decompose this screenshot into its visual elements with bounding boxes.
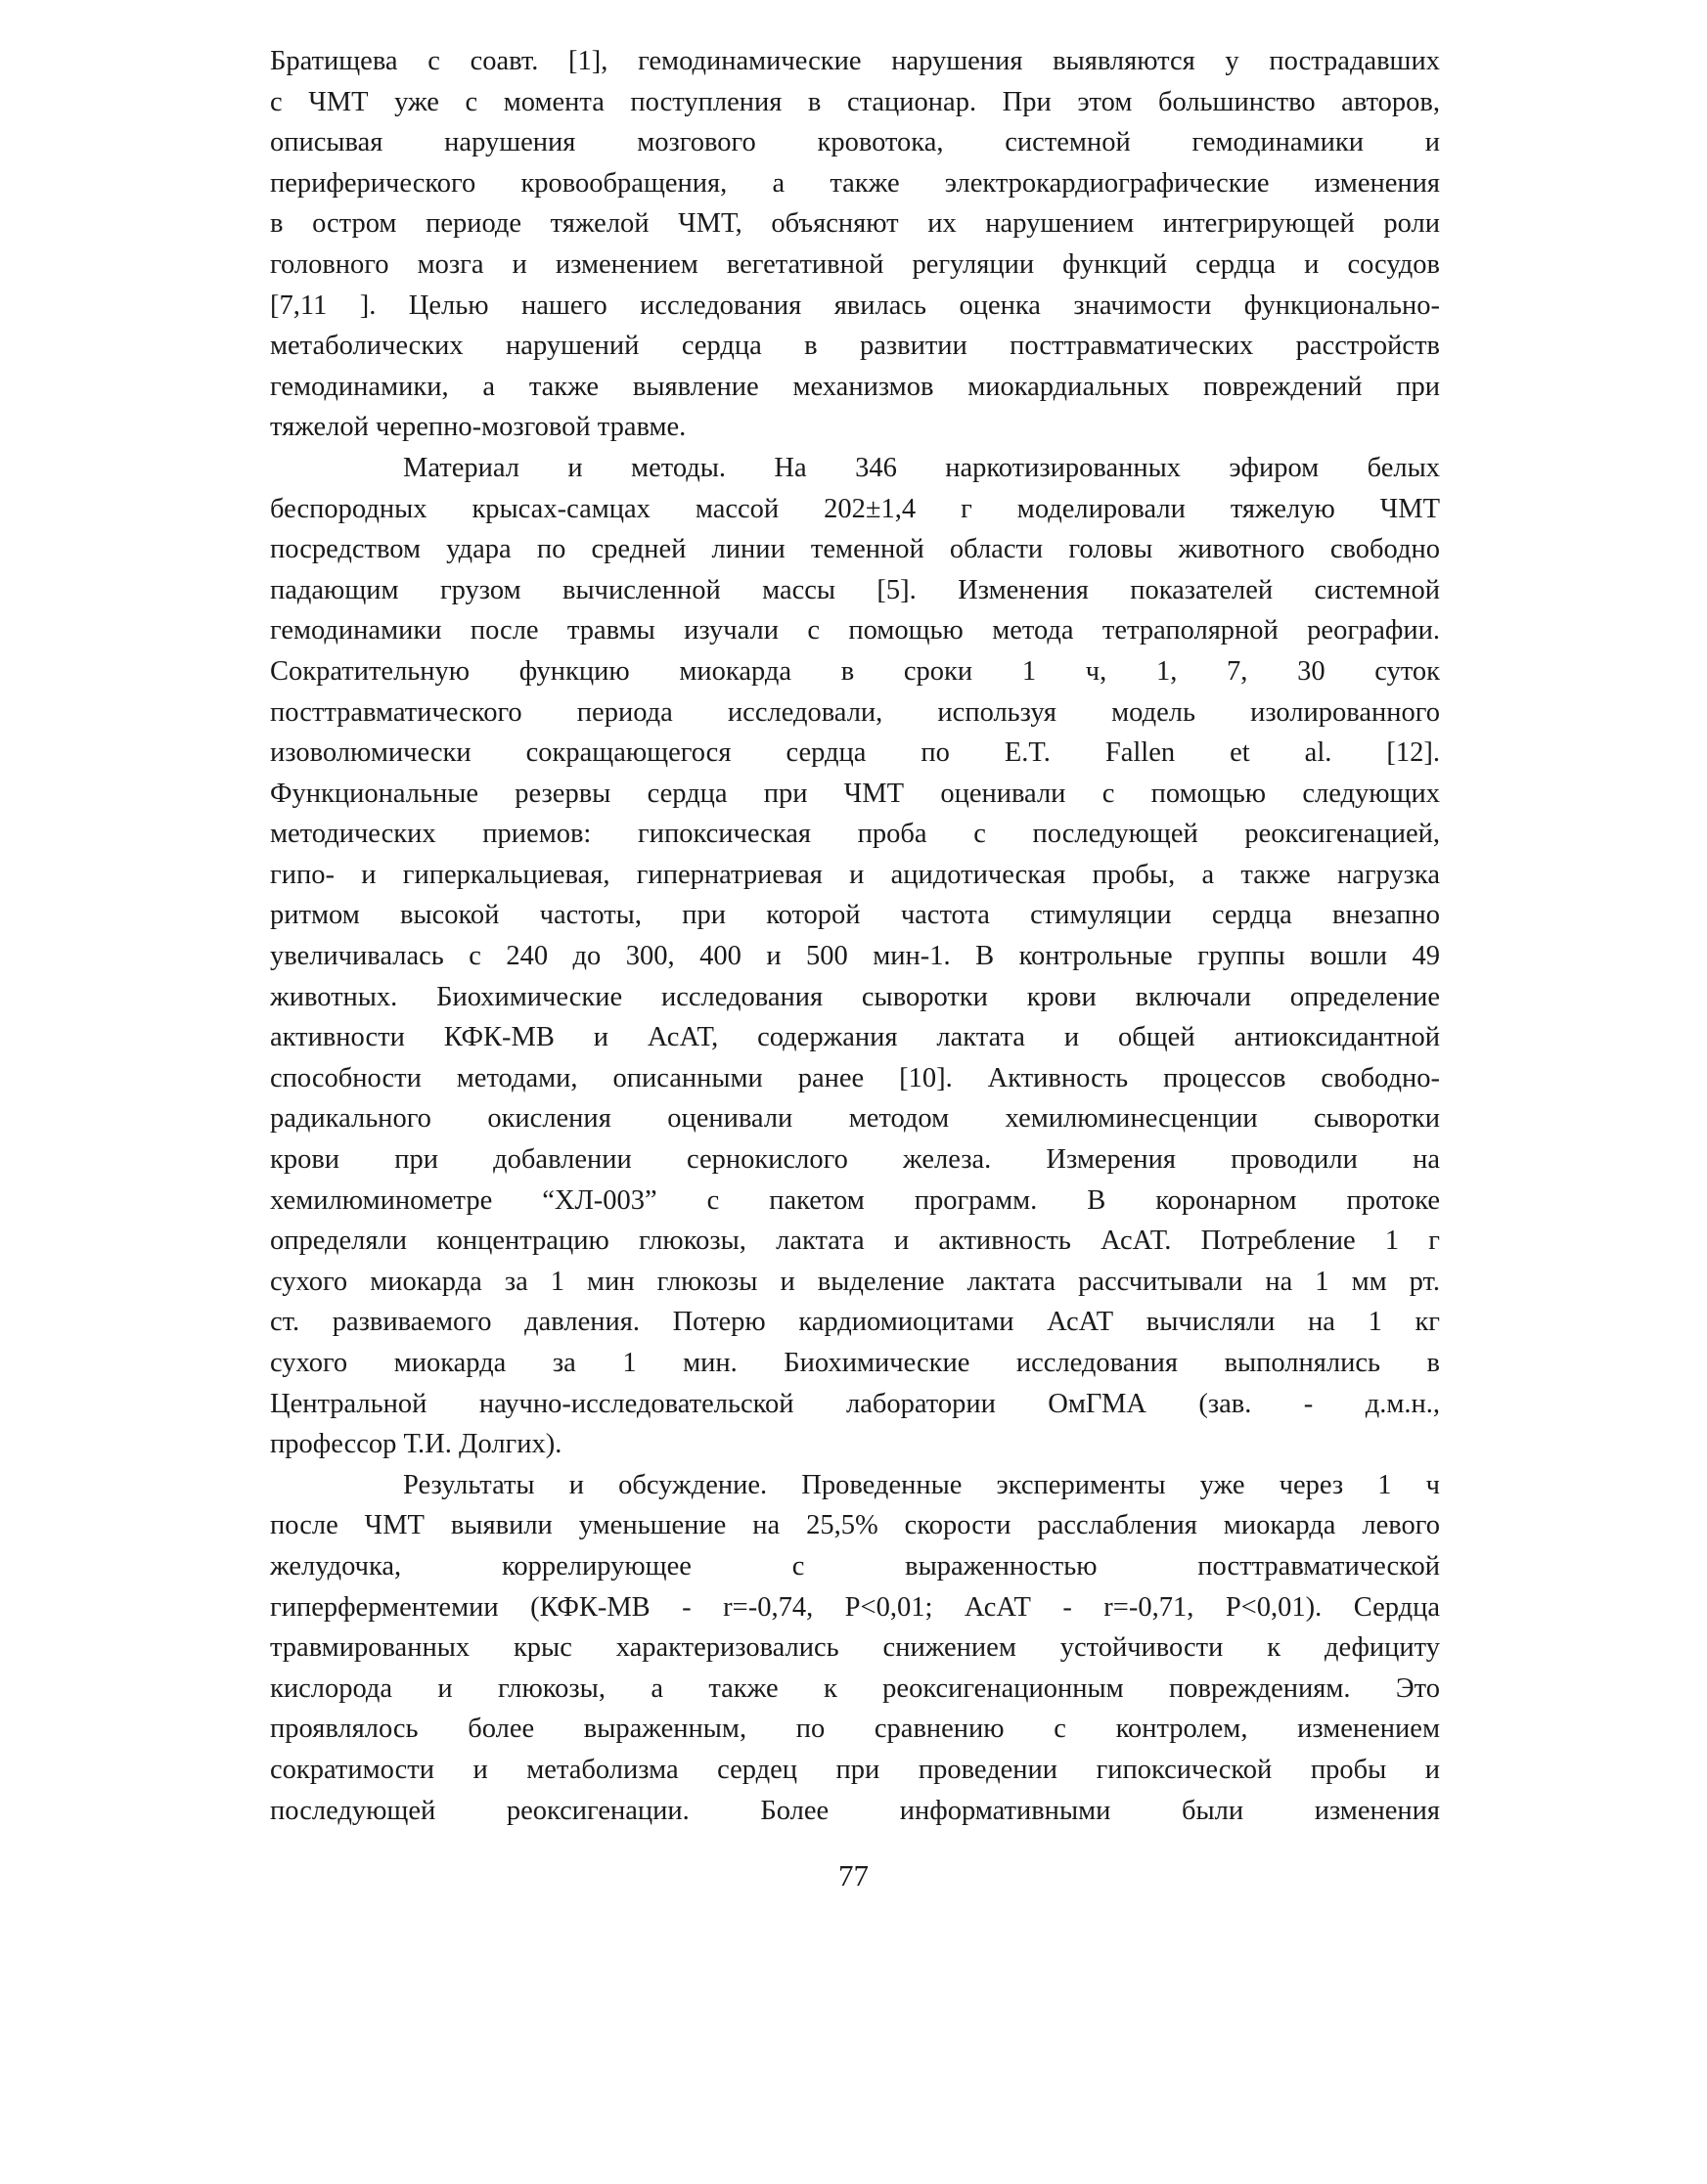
text-line: тяжелой черепно-мозговой травме. bbox=[270, 412, 687, 443]
text-line: хемилюминометре “ХЛ-003” с пакетом программ. В коронарном протоке bbox=[270, 1184, 1440, 1216]
text-line: изоволюмически сокращающегося сердца по E.T. Fallen et al. [12]. bbox=[270, 737, 1440, 769]
text-line: в остром периоде тяжелой ЧМТ, объясняют их нарушением интегрирующей роли bbox=[270, 208, 1440, 240]
text-line: Сократительную функцию миокарда в сроки 1 ч, 1, 7, 30 суток bbox=[270, 655, 1440, 687]
text-line: сухого миокарда за 1 мин. Биохимические исследования выполнялись в bbox=[270, 1348, 1440, 1378]
text-line: увеличивалась с 240 до 300, 400 и 500 мин-1. В контрольные группы вошли 49 bbox=[270, 941, 1440, 972]
text-line: метаболических нарушений сердца в развитии посттравматических расстройств bbox=[270, 331, 1440, 362]
text-line: проявлялось более выраженным, по сравнению с контролем, изменением bbox=[270, 1714, 1440, 1745]
text-line: головного мозга и изменением вегетативной регуляции функций сердца и сосудов bbox=[270, 248, 1440, 280]
text-line: желудочка, коррелирующее с выраженностью посттравматической bbox=[270, 1550, 1440, 1582]
text-line: Центральной научно-исследовательской лаборатории ОмГМА (зав. - д.м.н., bbox=[270, 1388, 1440, 1419]
text-line: кислорода и глюкозы, а также к реоксигенационным повреждениям. Это bbox=[270, 1672, 1440, 1704]
text-line: ст. развиваемого давления. Потерю кардиомиоцитами АсАТ вычисляли на 1 кг bbox=[270, 1307, 1440, 1338]
text-line: гипо- и гиперкальциевая, гипернатриевая и ацидотическая пробы, а также нагрузка bbox=[270, 859, 1440, 890]
text-line: после ЧМТ выявили уменьшение на 25,5% скорости расслабления миокарда левого bbox=[270, 1510, 1440, 1541]
text-line: крови при добавлении сернокислого железа. Измерения проводили на bbox=[270, 1144, 1440, 1176]
page-number: 77 bbox=[838, 1858, 869, 1893]
text-line: сухого миокарда за 1 мин глюкозы и выделение лактата рассчитывали на 1 мм рт. bbox=[270, 1266, 1440, 1297]
text-line: активности КФК-МВ и АсАТ, содержания лактата и общей антиоксидантной bbox=[270, 1022, 1440, 1053]
text-line: гиперферментемии (КФК-МВ - r=-0,74, P<0,01; АсАТ - r=-0,71, P<0,01). Сердца bbox=[270, 1591, 1440, 1623]
text-line: травмированных крыс характеризовались снижением устойчивости к дефициту bbox=[270, 1632, 1440, 1664]
text-line: определяли концентрацию глюкозы, лактата и активность АсАТ. Потребление 1 г bbox=[270, 1226, 1440, 1257]
text-line: способности методами, описанными ранее [10]. Активность процессов свободно- bbox=[270, 1062, 1440, 1093]
text-line: профессор Т.И. Долгих). bbox=[270, 1429, 562, 1460]
text-line: последующей реоксигенации. Более информативными были изменения bbox=[270, 1795, 1440, 1826]
text-line: периферического кровообращения, а также электрокардиографические изменения bbox=[270, 167, 1440, 199]
text-line: методических приемов: гипоксическая проба с последующей реоксигенацией, bbox=[270, 819, 1440, 850]
text-line: описывая нарушения мозгового кровотока, системной гемодинамики и bbox=[270, 127, 1440, 158]
body-text bbox=[270, 41, 1440, 1831]
text-line: беспородных крысах-самцах массой 202±1,4 г моделировали тяжелую ЧМТ bbox=[270, 493, 1440, 524]
text-line: сократимости и метаболизма сердец при проведении гипоксической пробы и bbox=[270, 1754, 1440, 1785]
text-line: ритмом высокой частоты, при которой частота стимуляции сердца внезапно bbox=[270, 900, 1440, 931]
text-line: Братищева с соавт. [1], гемодинамические нарушения выявляются у пострадавших bbox=[270, 46, 1440, 76]
text-line: Результаты и обсуждение. Проведенные эксперименты уже через 1 ч bbox=[403, 1469, 1440, 1500]
text-line: посттравматического периода исследовали, используя модель изолированного bbox=[270, 696, 1440, 728]
text-line: гемодинамики, а также выявление механизмов миокардиальных повреждений при bbox=[270, 371, 1440, 402]
text-line: [7,11 ]. Целью нашего исследования явилась оценка значимости функционально- bbox=[270, 290, 1440, 321]
text-line: Материал и методы. На 346 наркотизированных эфиром белых bbox=[403, 452, 1440, 483]
text-line: Функциональные резервы сердца при ЧМТ оценивали с помощью следующих bbox=[270, 778, 1440, 809]
text-line: посредством удара по средней линии теменной области головы животного свободно bbox=[270, 534, 1440, 565]
text-line: падающим грузом вычисленной массы [5]. Изменения показателей системной bbox=[270, 574, 1440, 605]
text-line: радикального окисления оценивали методом хемилюминесценции сыворотки bbox=[270, 1103, 1440, 1135]
text-line: животных. Биохимические исследования сыворотки крови включали определение bbox=[270, 981, 1440, 1012]
text-line: гемодинамики после травмы изучали с помощью метода тетраполярной реографии. bbox=[270, 615, 1440, 646]
text-line: с ЧМТ уже с момента поступления в стационар. При этом большинство авторов, bbox=[270, 86, 1440, 117]
